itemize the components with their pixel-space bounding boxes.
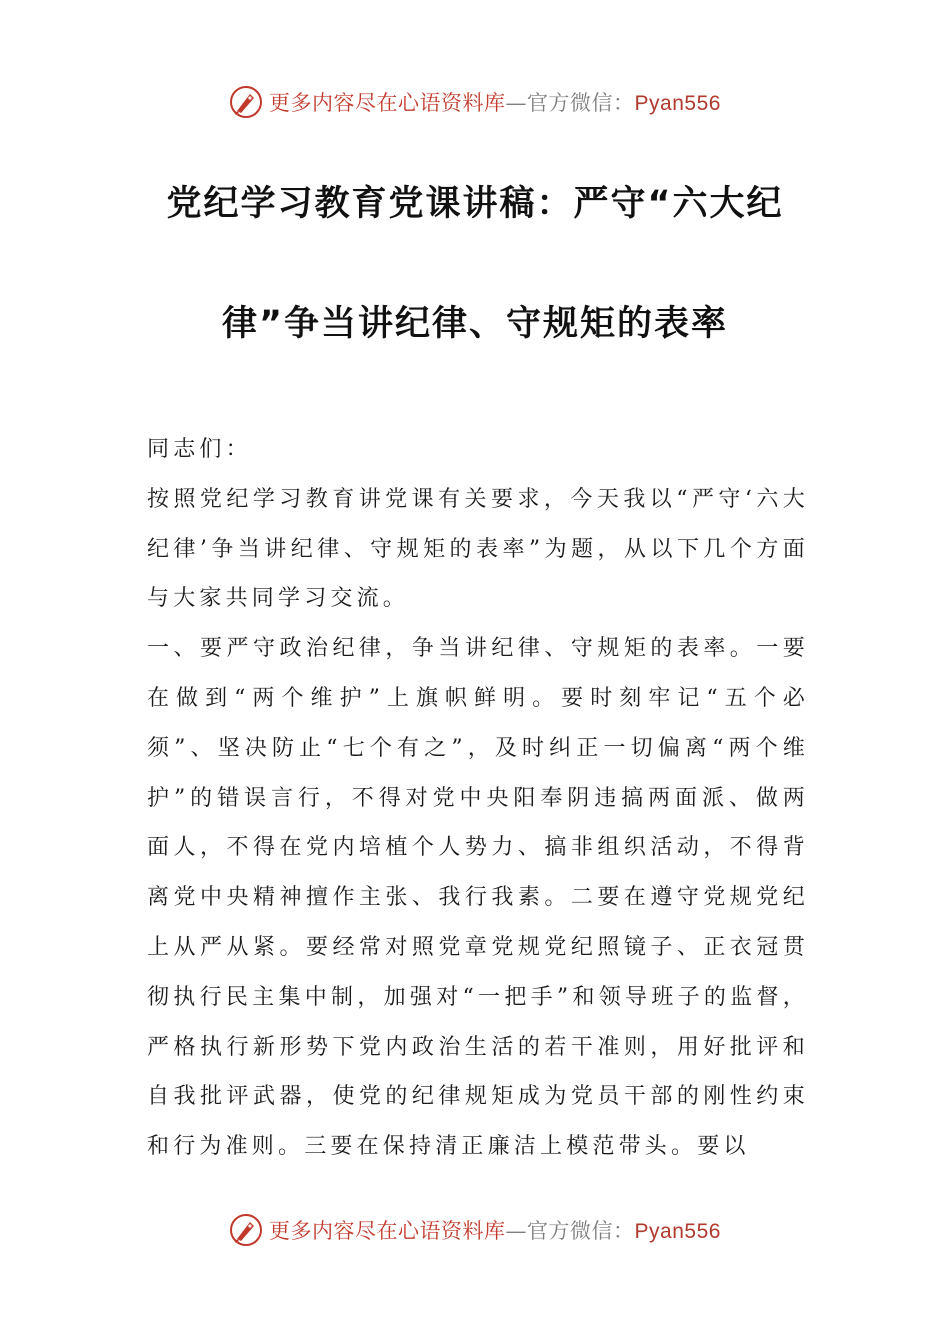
pen-nib-icon bbox=[229, 85, 263, 119]
paragraph-intro: 按照党纪学习教育讲党课有关要求，今天我以“严守‘六大纪律’争当讲纪律、守规矩的表率”为题，从以下几个方面与大家共同学习交流。 bbox=[147, 486, 809, 612]
watermark-wechat-id: Pyan556 bbox=[634, 92, 721, 115]
watermark-wechat-label: 官方微信： bbox=[527, 91, 635, 115]
watermark-dash: — bbox=[505, 91, 528, 115]
document-body bbox=[147, 425, 809, 1172]
document-title-line-2: 律”争当讲纪律、守规矩的表率 bbox=[221, 304, 728, 344]
watermark-brand: 更多内容尽在心语资料库 bbox=[269, 1219, 506, 1243]
pen-nib-icon bbox=[229, 1213, 263, 1247]
header-watermark bbox=[0, 82, 950, 122]
watermark-dash: — bbox=[505, 1219, 528, 1243]
footer-watermark bbox=[0, 1210, 950, 1250]
watermark-wechat-id: Pyan556 bbox=[634, 1220, 721, 1243]
watermark-text bbox=[269, 1215, 721, 1245]
watermark-text bbox=[269, 87, 721, 117]
watermark-wechat-label: 官方微信： bbox=[527, 1219, 635, 1243]
document-title-line-1: 党纪学习教育党课讲稿：严守“六大纪 bbox=[166, 184, 784, 224]
salutation: 同志们： bbox=[147, 437, 252, 462]
watermark-brand: 更多内容尽在心语资料库 bbox=[269, 91, 506, 115]
paragraph-section-one: 一、要严守政治纪律，争当讲纪律、守规矩的表率。一要在做到“两个维护”上旗帜鲜明。要时刻牢记“五个必须”、坚决防止“七个有之”，及时纠正一切偏离“两个维护”的错误言行，不得对党中央阳奉阴违搞两面派、做两面人，不得在党内培植个人势力、搞非组织活动，不得背离党中央精神擅作主张、我行我素。二要在遵守党规党纪上从严从紧。要经常对照党章党规党纪照镜子、正衣冠贯彻执行民主集中制，加强对“一把手”和领导班子的监督，严格执行新形势下党内政治生活的若干准则，用好批评和自我批评武器，使党的纪律规矩成为党员干部的刚性约束和行为准则。三要在保持清正廉洁上模范带头。要以 bbox=[147, 636, 809, 1160]
